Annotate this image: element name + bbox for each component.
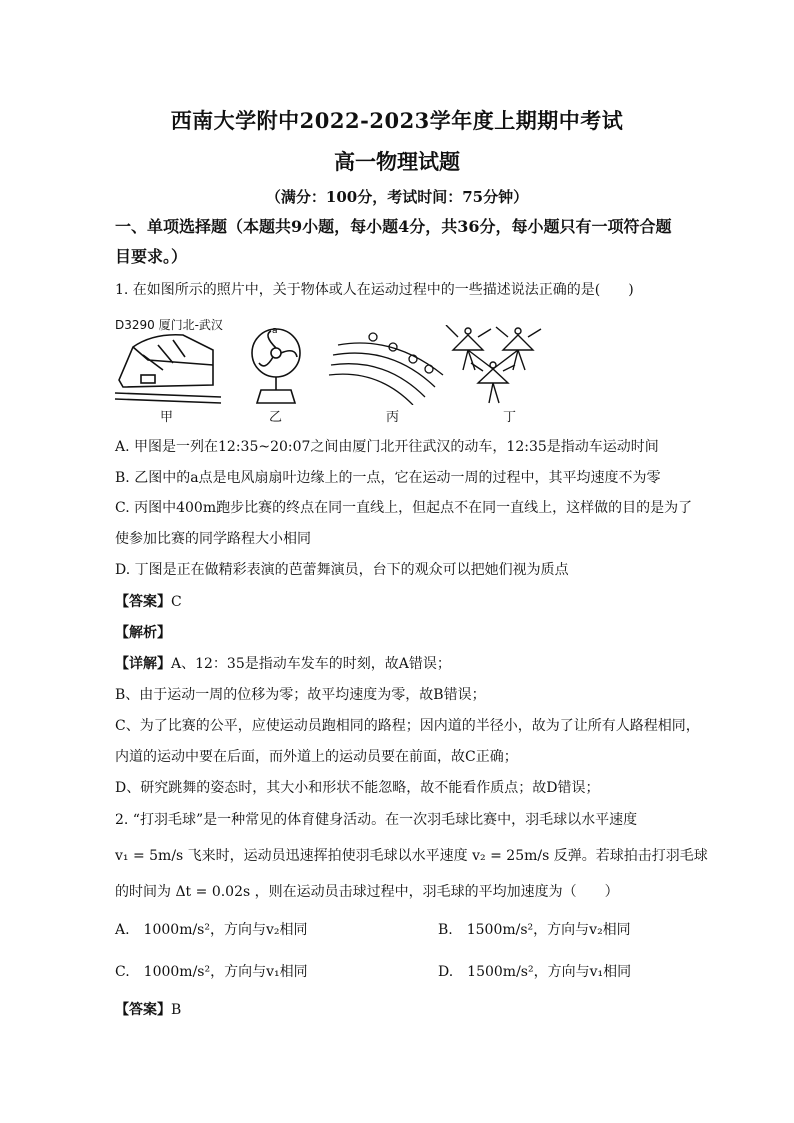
fan-point-label: a: [272, 326, 278, 336]
q1-option-c-line2: 使参加比赛的同学路程大小相同: [115, 531, 311, 547]
figure-caption: D3290 厦门北-武汉: [115, 318, 223, 332]
section-heading-line1: 一、单项选择题（本题共9小题，每小题4分，共36分，每小题只有一项符合题: [115, 217, 672, 236]
exam-info: （满分：100分，考试时间：75分钟）: [265, 188, 529, 206]
q1-detail-c-line1: C、为了比赛的公平，应使运动员跑相同的路程；因内道的半径小，故为了让所有人路程相同，: [115, 718, 700, 734]
answer-tag: 【答案】: [115, 1002, 171, 1018]
ballet-illustration: [446, 325, 541, 403]
q2-stem-line3: 的时间为 Δt = 0.02s ，则在运动员击球过程中，羽毛球的平均加速度为（ ）: [115, 884, 619, 900]
figure-label-yi: 乙: [269, 410, 283, 425]
q1-answer: [115, 592, 690, 612]
figure-label-ding: 丁: [503, 410, 517, 425]
q2-option-c: C. 1000m/s²，方向与v₁相同: [115, 964, 308, 980]
detail-tag: 【详解】: [115, 656, 171, 672]
q2-option-a: A. 1000m/s²，方向与v₂相同: [115, 922, 308, 938]
track-illustration: [329, 333, 443, 405]
q2-option-b: B. 1500m/s²，方向与v₂相同: [438, 922, 631, 938]
q1-option-b: B. 乙图中的a点是电风扇扇叶边缘上的一点，它在运动一周的过程中，其平均速度不为零: [115, 470, 661, 486]
exam-subtitle: 高一物理试题: [334, 149, 460, 174]
answer-tag: 【答案】: [115, 594, 171, 610]
figure-label-bing: 丙: [386, 410, 400, 425]
q1-detail-b: B、由于运动一周的位移为零；故平均速度为零，故B错误；: [115, 687, 486, 703]
q2-option-d: D. 1500m/s²，方向与v₁相同: [438, 964, 632, 980]
detail-a-text: A、12：35是指动车发车的时刻，故A错误；: [171, 656, 451, 672]
q1-stem: 1. 在如图所示的照片中，关于物体或人在运动过程中的一些描述说法正确的是( ): [115, 282, 634, 298]
q2-stem-line1: 2. “打羽毛球”是一种常见的体育健身活动。在一次羽毛球比赛中，羽毛球以水平速度: [115, 812, 638, 828]
q1-analysis-tag: 【解析】: [115, 625, 171, 641]
q1-detail-a: [115, 654, 690, 674]
section-heading-line2: 目要求。）: [115, 247, 188, 266]
q1-option-a: A. 甲图是一列在12:35~20:07之间由厦门北开往武汉的动车，12:35是指动车运动时间: [115, 439, 659, 455]
exam-title: 西南大学附中2022-2023学年度上期期中考试: [170, 108, 624, 133]
q1-detail-d: D、研究跳舞的姿态时，其大小和形状不能忽略，故不能看作质点；故D错误；: [115, 780, 600, 796]
train-illustration: [115, 335, 221, 403]
q1-option-c-line1: C. 丙图中400m跑步比赛的终点在同一直线上，但起点不在同一直线上，这样做的目的是为了: [115, 500, 693, 516]
fan-illustration: [252, 329, 300, 403]
q1-detail-c-line2: 内道的运动中要在后面，而外道上的运动员要在前面，故C正确；: [115, 749, 518, 765]
figure-label-jia: 甲: [160, 410, 174, 425]
q2-stem-line2: v₁ = 5m/s 飞来时，运动员迅速挥拍使羽毛球以水平速度 v₂ = 25m/s 反弹。若球拍击打羽毛球: [115, 848, 708, 864]
answer-value: B: [171, 1002, 182, 1018]
answer-value: C: [171, 594, 182, 610]
q1-figure: [113, 325, 573, 405]
q1-option-d: D. 丁图是正在做精彩表演的芭蕾舞演员，台下的观众可以把她们视为质点: [115, 562, 569, 578]
q2-answer: [115, 1000, 690, 1020]
